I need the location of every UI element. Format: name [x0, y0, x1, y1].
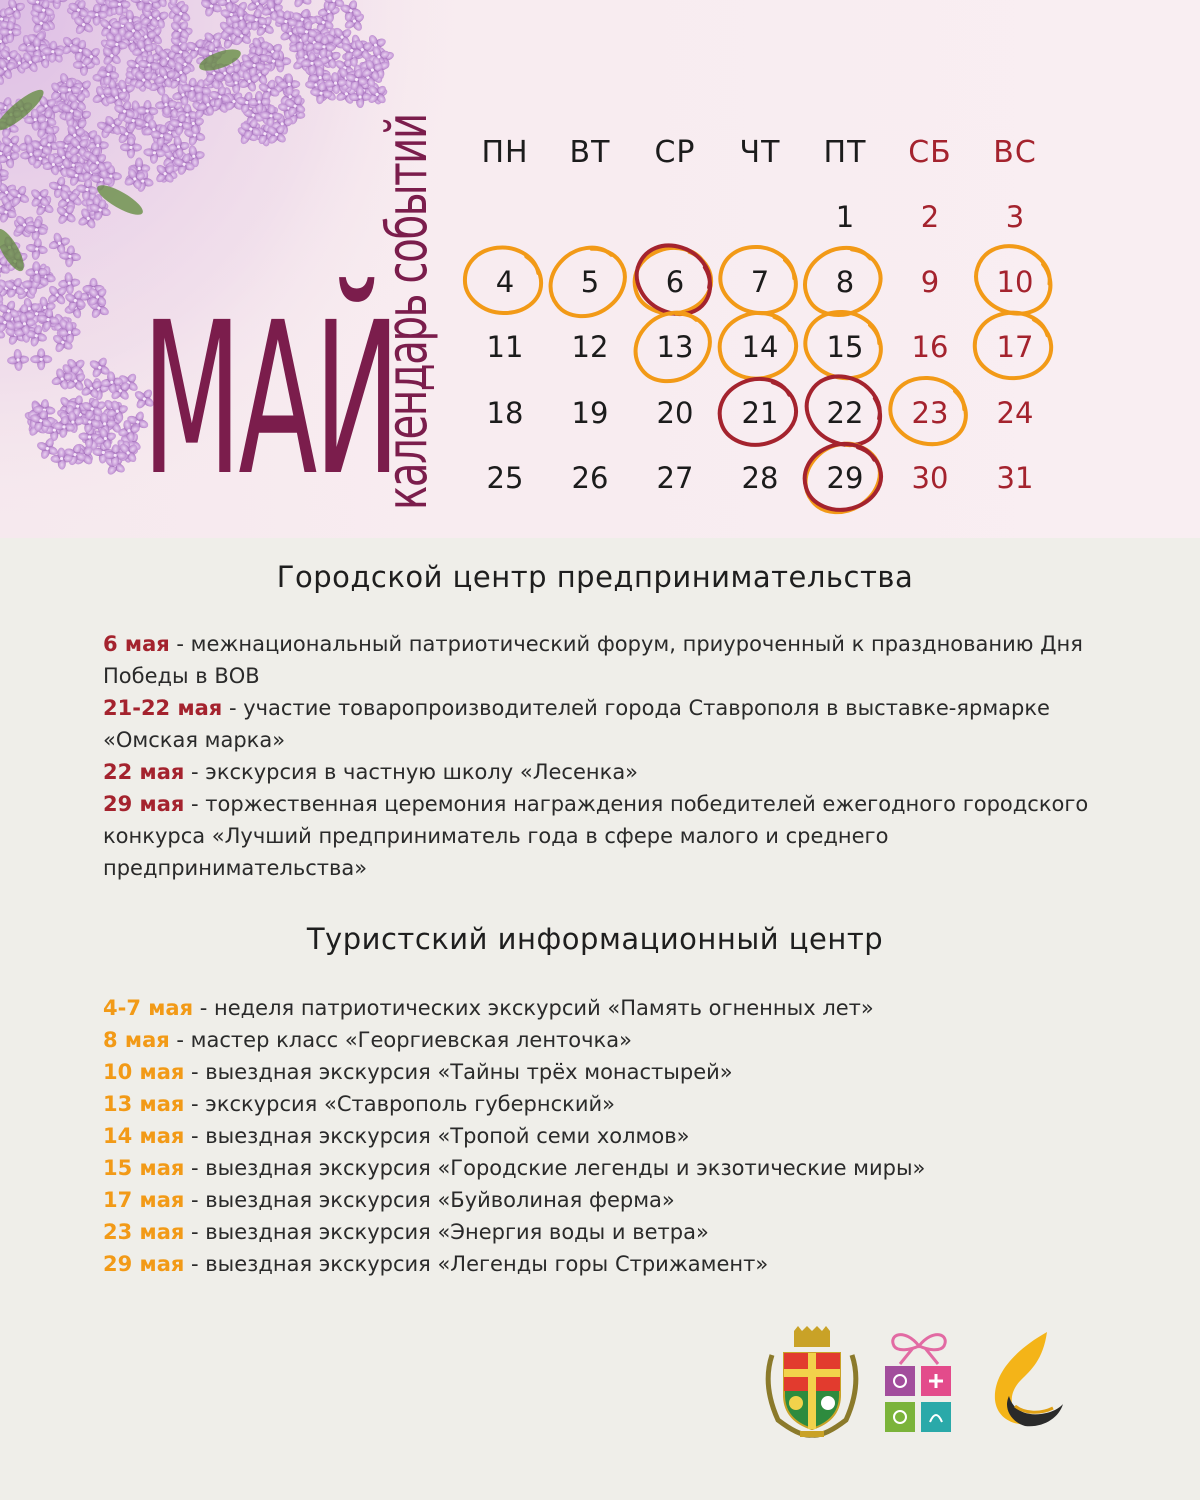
calendar-day: 29	[826, 461, 864, 495]
event-description: - выездная экскурсия «Энергия воды и ветра»	[184, 1220, 709, 1244]
event-item	[103, 1056, 1103, 1088]
header-banner	[0, 0, 1200, 538]
calendar-day: 1	[835, 200, 855, 234]
calendar-day: 21	[741, 396, 779, 430]
business-events-list	[103, 628, 1103, 884]
gift-ribbon-logo-icon	[880, 1322, 958, 1440]
event-date: 10 мая	[103, 1060, 185, 1084]
weekday-header: ЧТ	[739, 135, 781, 170]
calendar-day: 24	[996, 396, 1034, 430]
calendar-day: 19	[571, 396, 609, 430]
event-date: 29 мая	[103, 1252, 185, 1276]
event-description: - участие товаропроизводителей города Ставрополя в выставке-ярмарке «Омская марка»	[103, 696, 1050, 752]
calendar-day: 6	[665, 265, 685, 299]
event-date: 14 мая	[103, 1124, 185, 1148]
event-item	[103, 1088, 1103, 1120]
calendar-day: 3	[1005, 200, 1025, 234]
calendar-day: 17	[996, 330, 1034, 364]
event-description: - выездная экскурсия «Городские легенды и экзотические миры»	[184, 1156, 926, 1180]
business-center-title: Городской центр предпринимательства	[276, 560, 914, 594]
event-item	[103, 1152, 1103, 1184]
event-item	[103, 756, 1103, 788]
weekday-header: ВТ	[569, 135, 611, 170]
calendar-day: 4	[495, 265, 515, 299]
calendar-day: 22	[826, 396, 864, 430]
calendar-day: 31	[996, 461, 1034, 495]
weekday-header: ПТ	[823, 135, 867, 170]
event-item	[103, 692, 1103, 756]
event-date: 22 мая	[103, 760, 185, 784]
calendar-day: 12	[571, 330, 609, 364]
weekday-header: ВС	[993, 135, 1037, 170]
event-description: - выездная экскурсия «Тропой семи холмов»	[184, 1124, 690, 1148]
event-description: - неделя патриотических экскурсий «Память огненных лет»	[193, 996, 874, 1020]
calendar-day: 30	[911, 461, 949, 495]
event-item	[103, 628, 1103, 692]
calendar-day: 18	[486, 396, 524, 430]
calendar-day: 23	[911, 396, 949, 430]
calendar-day: 7	[750, 265, 770, 299]
event-description: - выездная экскурсия «Тайны трёх монастырей»	[184, 1060, 733, 1084]
event-date: 21-22 мая	[103, 696, 223, 720]
event-description: - экскурсия «Ставрополь губернский»	[184, 1092, 615, 1116]
event-description: - межнациональный патриотический форум, приуроченный к празднованию Дня Победы в ВОВ	[103, 632, 1083, 688]
weekday-header: ПН	[481, 135, 529, 170]
flame-logo-icon	[985, 1330, 1065, 1430]
calendar-day: 13	[656, 330, 694, 364]
calendar-day: 11	[486, 330, 524, 364]
city-coat-of-arms-icon	[760, 1325, 865, 1440]
calendar-day: 16	[911, 330, 949, 364]
event-item	[103, 992, 1103, 1024]
event-item	[103, 1120, 1103, 1152]
calendar-day: 26	[571, 461, 609, 495]
event-date: 29 мая	[103, 792, 185, 816]
event-date: 23 мая	[103, 1220, 185, 1244]
calendar-day: 20	[656, 396, 694, 430]
event-item	[103, 788, 1103, 884]
tourist-events-list	[103, 992, 1103, 1280]
event-description: - выездная экскурсия «Легенды горы Стрижамент»	[184, 1252, 769, 1276]
event-description: - выездная экскурсия «Буйволиная ферма»	[184, 1188, 675, 1212]
event-date: 17 мая	[103, 1188, 185, 1212]
calendar-day: 10	[996, 265, 1034, 299]
event-description: - экскурсия в частную школу «Лесенка»	[184, 760, 639, 784]
event-date: 6 мая	[103, 632, 170, 656]
event-item	[103, 1216, 1103, 1248]
calendar-subtitle: календарь событий	[375, 114, 440, 510]
calendar-day: 27	[656, 461, 694, 495]
event-item	[103, 1184, 1103, 1216]
calendar-day: 2	[920, 200, 940, 234]
calendar-day: 5	[580, 265, 600, 299]
calendar-day: 15	[826, 330, 864, 364]
weekday-header: СБ	[908, 135, 952, 170]
calendar-day: 28	[741, 461, 779, 495]
tourist-center-title: Туристский информационный центр	[306, 922, 884, 956]
event-date: 4-7 мая	[103, 996, 194, 1020]
calendar-day: 9	[920, 265, 940, 299]
event-description: - мастер класс «Георгиевская ленточка»	[169, 1028, 632, 1052]
event-date: 8 мая	[103, 1028, 170, 1052]
event-item	[103, 1024, 1103, 1056]
calendar-day: 14	[741, 330, 779, 364]
event-description: - торжественная церемония награждения победителей ежегодного городского конкурса «Лучший предприниматель года в сфере малого и среднего предпринимательства»	[103, 792, 1089, 880]
calendar-day: 8	[835, 265, 855, 299]
event-date: 15 мая	[103, 1156, 185, 1180]
month-title: МАЙ	[142, 277, 398, 522]
calendar-day: 25	[486, 461, 524, 495]
event-date: 13 мая	[103, 1092, 185, 1116]
weekday-header: СР	[654, 135, 696, 170]
event-item	[103, 1248, 1103, 1280]
